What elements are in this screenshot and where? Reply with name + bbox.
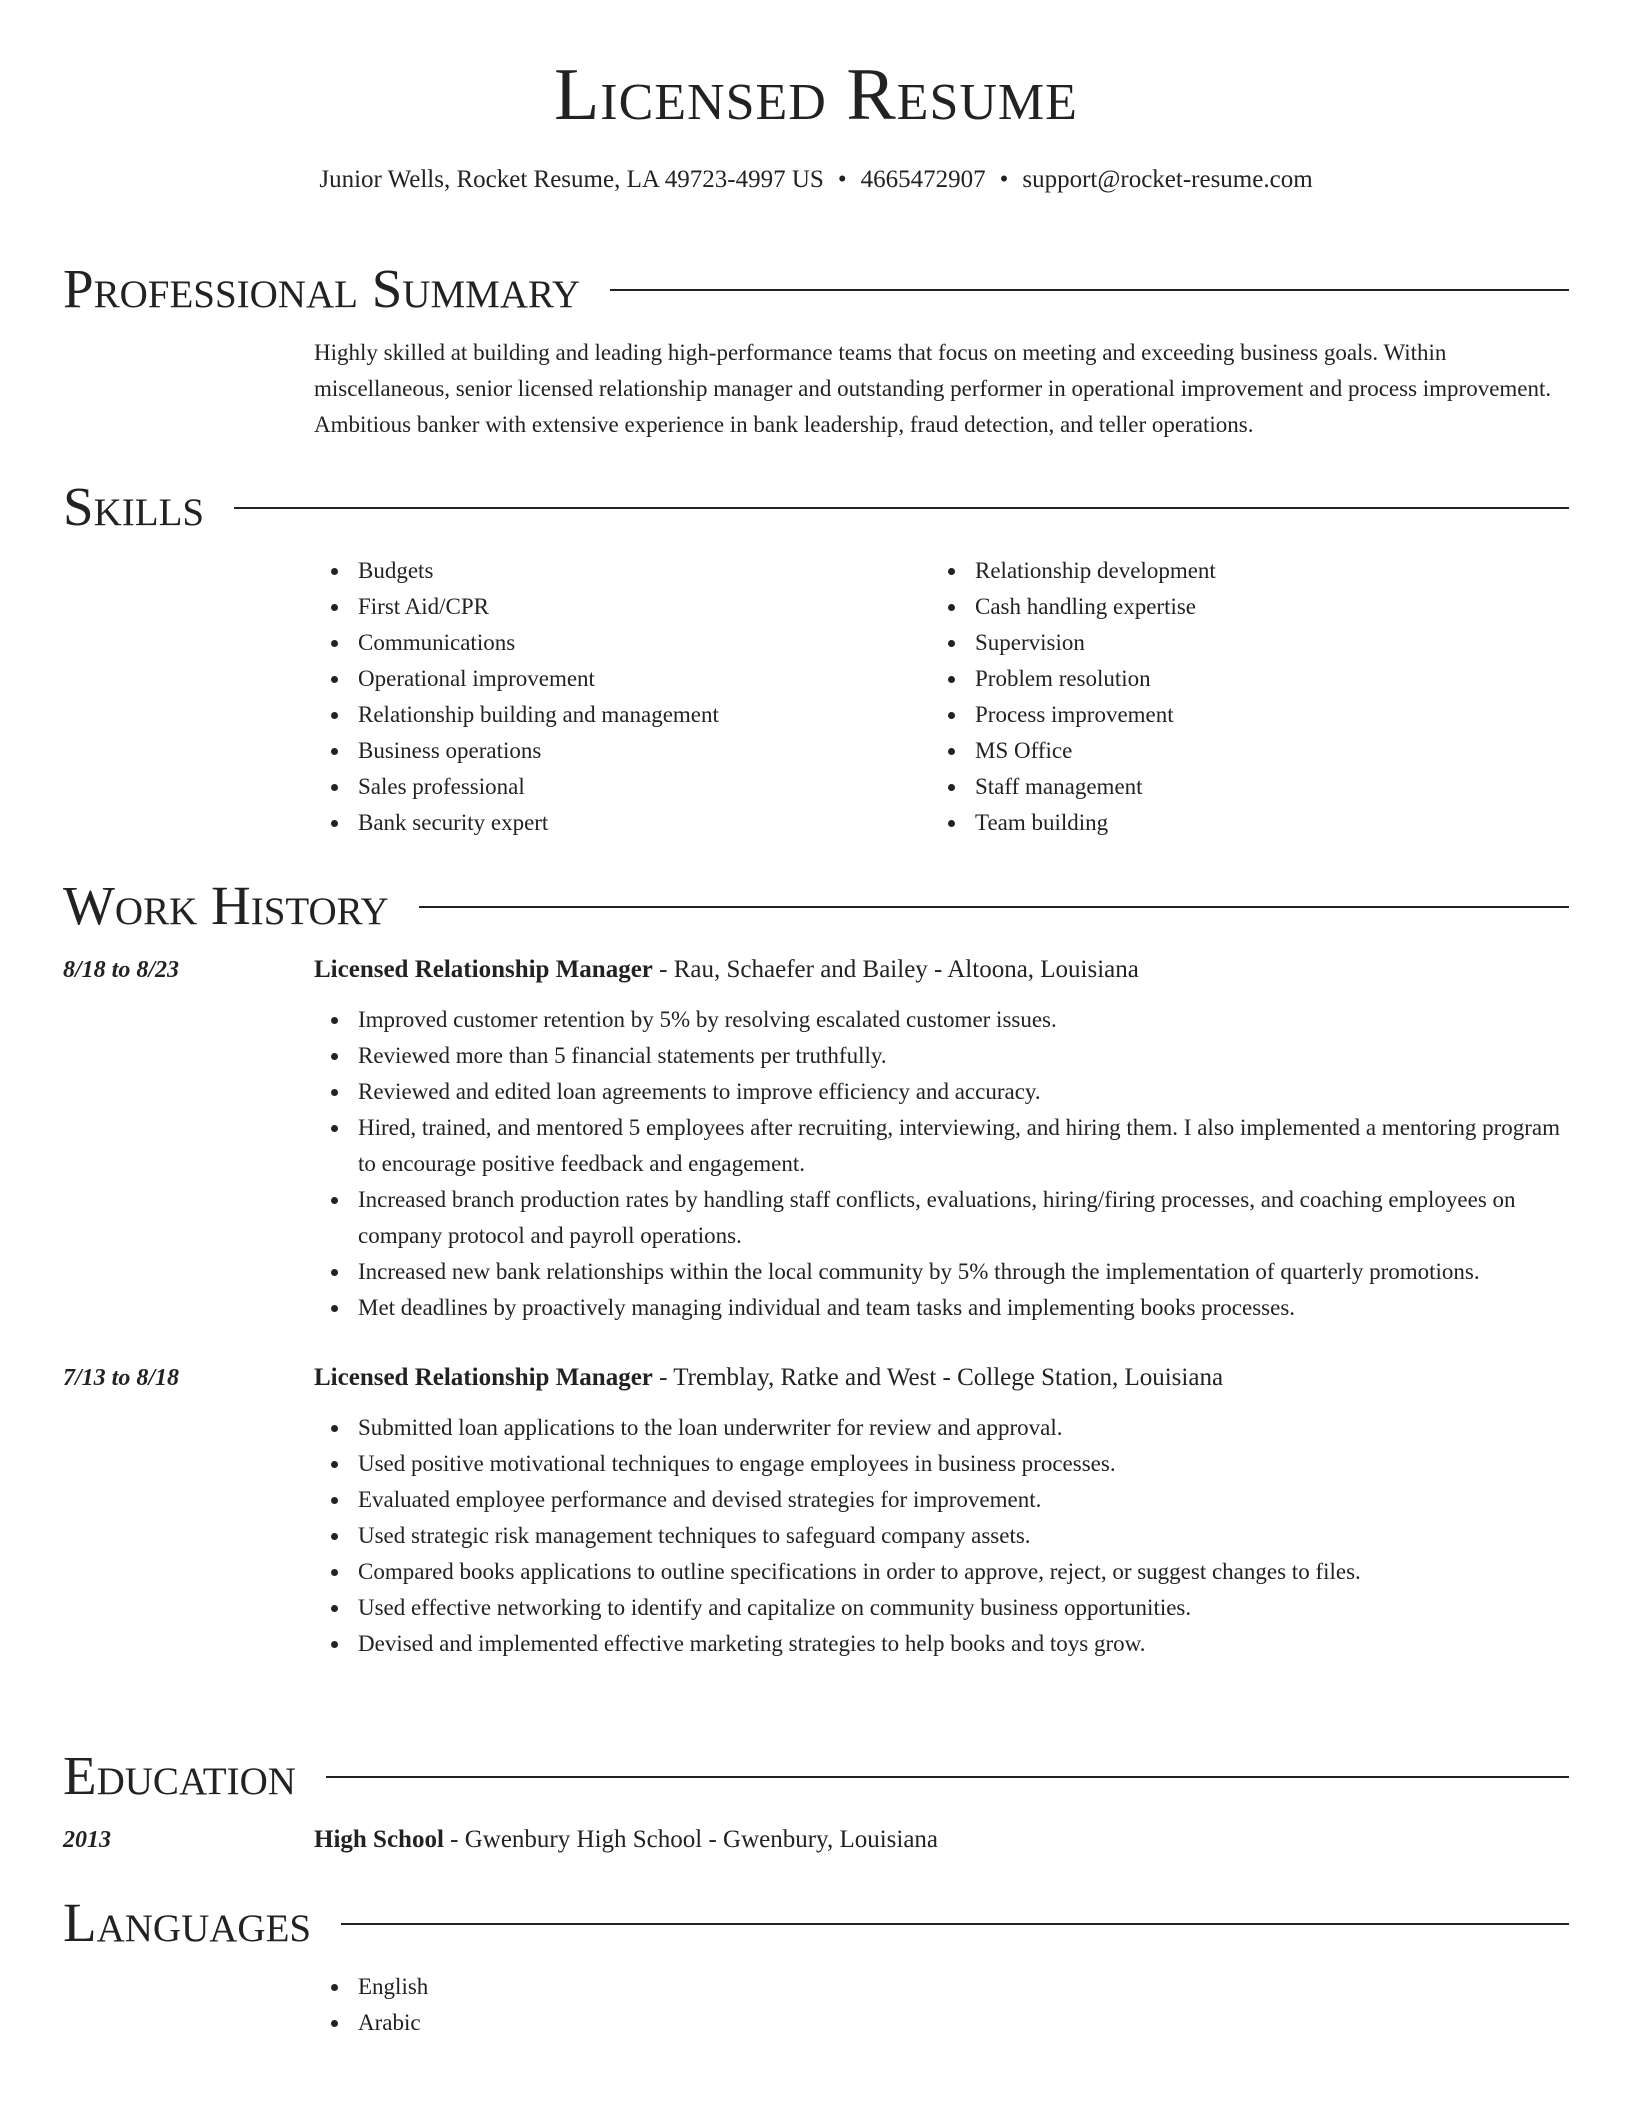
skill-item: MS Office [931, 733, 1548, 769]
job-bullet: Increased branch production rates by handling staff conflicts, evaluations, hiring/firing processes, and coaching employees on company protocol and payroll operations. [314, 1182, 1569, 1254]
languages-list [314, 1969, 1569, 2041]
languages-section [63, 1891, 1569, 2041]
section-divider [326, 1776, 1569, 1778]
skills-column-right [931, 553, 1548, 841]
job-role: Licensed Relationship Manager [314, 1364, 653, 1391]
professional-summary-section [63, 257, 1569, 443]
section-title: Languages [63, 1891, 312, 1953]
skill-item: Problem resolution [931, 661, 1548, 697]
contact-separator: • [837, 166, 847, 193]
section-heading [63, 257, 1569, 319]
skills-grid [314, 553, 1569, 841]
education-entry [63, 1822, 1569, 1858]
education-school: - Gwenbury High School - Gwenbury, Louisiana [443, 1826, 939, 1853]
skill-item: Communications [314, 625, 931, 661]
job-bullet: Used effective networking to identify and capitalize on community business opportunities. [314, 1590, 1569, 1626]
summary-text: Highly skilled at building and leading high-performance teams that focus on meeting and exceeding business goals. Within miscellaneous, senior licensed relationship manager and outstanding performer in operational improvement and process improvement. Ambitious banker with extensive experience in bank leadership, fraud detection, and teller operations. [314, 340, 1552, 437]
section-heading [63, 1744, 1569, 1806]
education-section [63, 1744, 1569, 1858]
job-bullets [314, 1002, 1569, 1326]
job-bullet: Submitted loan applications to the loan underwriter for review and approval. [314, 1410, 1569, 1446]
job-title-line [314, 1360, 1569, 1396]
job-employer: - Rau, Schaefer and Bailey - Altoona, Louisiana [652, 956, 1139, 983]
section-divider [419, 906, 1569, 908]
resume-header [63, 0, 1569, 195]
contact-separator: • [999, 166, 1009, 193]
skill-item: Supervision [931, 625, 1548, 661]
job-dates: 8/18 to 8/23 [63, 957, 180, 983]
job-entry [63, 1360, 1569, 1662]
job-employer: - Tremblay, Ratke and West - College Station, Louisiana [652, 1364, 1224, 1391]
section-title: Professional Summary [63, 257, 581, 319]
skill-item: Relationship building and management [314, 697, 931, 733]
job-bullet: Improved customer retention by 5% by resolving escalated customer issues. [314, 1002, 1569, 1038]
skills-column-left [314, 553, 931, 841]
work-history-section [63, 874, 1569, 1662]
contact-email: support@rocket-resume.com [1022, 166, 1313, 193]
skill-item: Operational improvement [314, 661, 931, 697]
skills-list-right [931, 553, 1548, 841]
job-entry [63, 952, 1569, 1326]
job-bullet: Hired, trained, and mentored 5 employees after recruiting, interviewing, and hiring them. I also implemented a mentoring program to encourage positive feedback and engagement. [314, 1110, 1569, 1182]
section-title: Skills [63, 475, 205, 537]
job-dates: 7/13 to 8/18 [63, 1365, 180, 1391]
education-year: 2013 [63, 1827, 111, 1853]
section-heading [63, 475, 1569, 537]
skills-list-left [314, 553, 931, 841]
language-item: Arabic [314, 2005, 1569, 2041]
section-divider [234, 507, 1569, 509]
education-degree: High School [314, 1826, 444, 1853]
section-heading [63, 1891, 1569, 1953]
section-divider [610, 289, 1569, 291]
skill-item: Team building [931, 805, 1548, 841]
education-line [314, 1822, 1569, 1858]
resume-title: Licensed Resume [554, 54, 1078, 136]
job-bullet: Met deadlines by proactively managing individual and team tasks and implementing books processes. [314, 1290, 1569, 1326]
skills-section [63, 475, 1569, 841]
skill-item: Process improvement [931, 697, 1548, 733]
skill-item: Bank security expert [314, 805, 931, 841]
skill-item: Sales professional [314, 769, 931, 805]
language-item: English [314, 1969, 1569, 2005]
job-title-line [314, 952, 1569, 988]
job-bullet: Increased new bank relationships within the local community by 5% through the implementation of quarterly promotions. [314, 1254, 1569, 1290]
contact-phone: 4665472907 [860, 166, 986, 193]
skill-item: Cash handling expertise [931, 589, 1548, 625]
job-bullet: Reviewed and edited loan agreements to improve efficiency and accuracy. [314, 1074, 1569, 1110]
job-header [63, 1360, 1569, 1396]
skill-item: Budgets [314, 553, 931, 589]
section-heading [63, 874, 1569, 936]
skill-item: Relationship development [931, 553, 1548, 589]
contact-line [63, 165, 1569, 195]
job-bullet: Used positive motivational techniques to engage employees in business processes. [314, 1446, 1569, 1482]
job-header [63, 952, 1569, 988]
job-bullet: Used strategic risk management techniques to safeguard company assets. [314, 1518, 1569, 1554]
skill-item: Staff management [931, 769, 1548, 805]
job-bullet: Evaluated employee performance and devised strategies for improvement. [314, 1482, 1569, 1518]
job-bullets [314, 1410, 1569, 1662]
skill-item: Business operations [314, 733, 931, 769]
section-title: Education [63, 1744, 296, 1806]
job-bullet: Devised and implemented effective marketing strategies to help books and toys grow. [314, 1626, 1569, 1662]
contact-address: Junior Wells, Rocket Resume, LA 49723-4997 US [319, 166, 824, 193]
job-bullet: Compared books applications to outline specifications in order to approve, reject, or suggest changes to files. [314, 1554, 1569, 1590]
section-divider [341, 1923, 1569, 1925]
job-bullet: Reviewed more than 5 financial statements per truthfully. [314, 1038, 1569, 1074]
section-title: Work History [63, 874, 389, 936]
job-role: Licensed Relationship Manager [314, 956, 653, 983]
skill-item: First Aid/CPR [314, 589, 931, 625]
